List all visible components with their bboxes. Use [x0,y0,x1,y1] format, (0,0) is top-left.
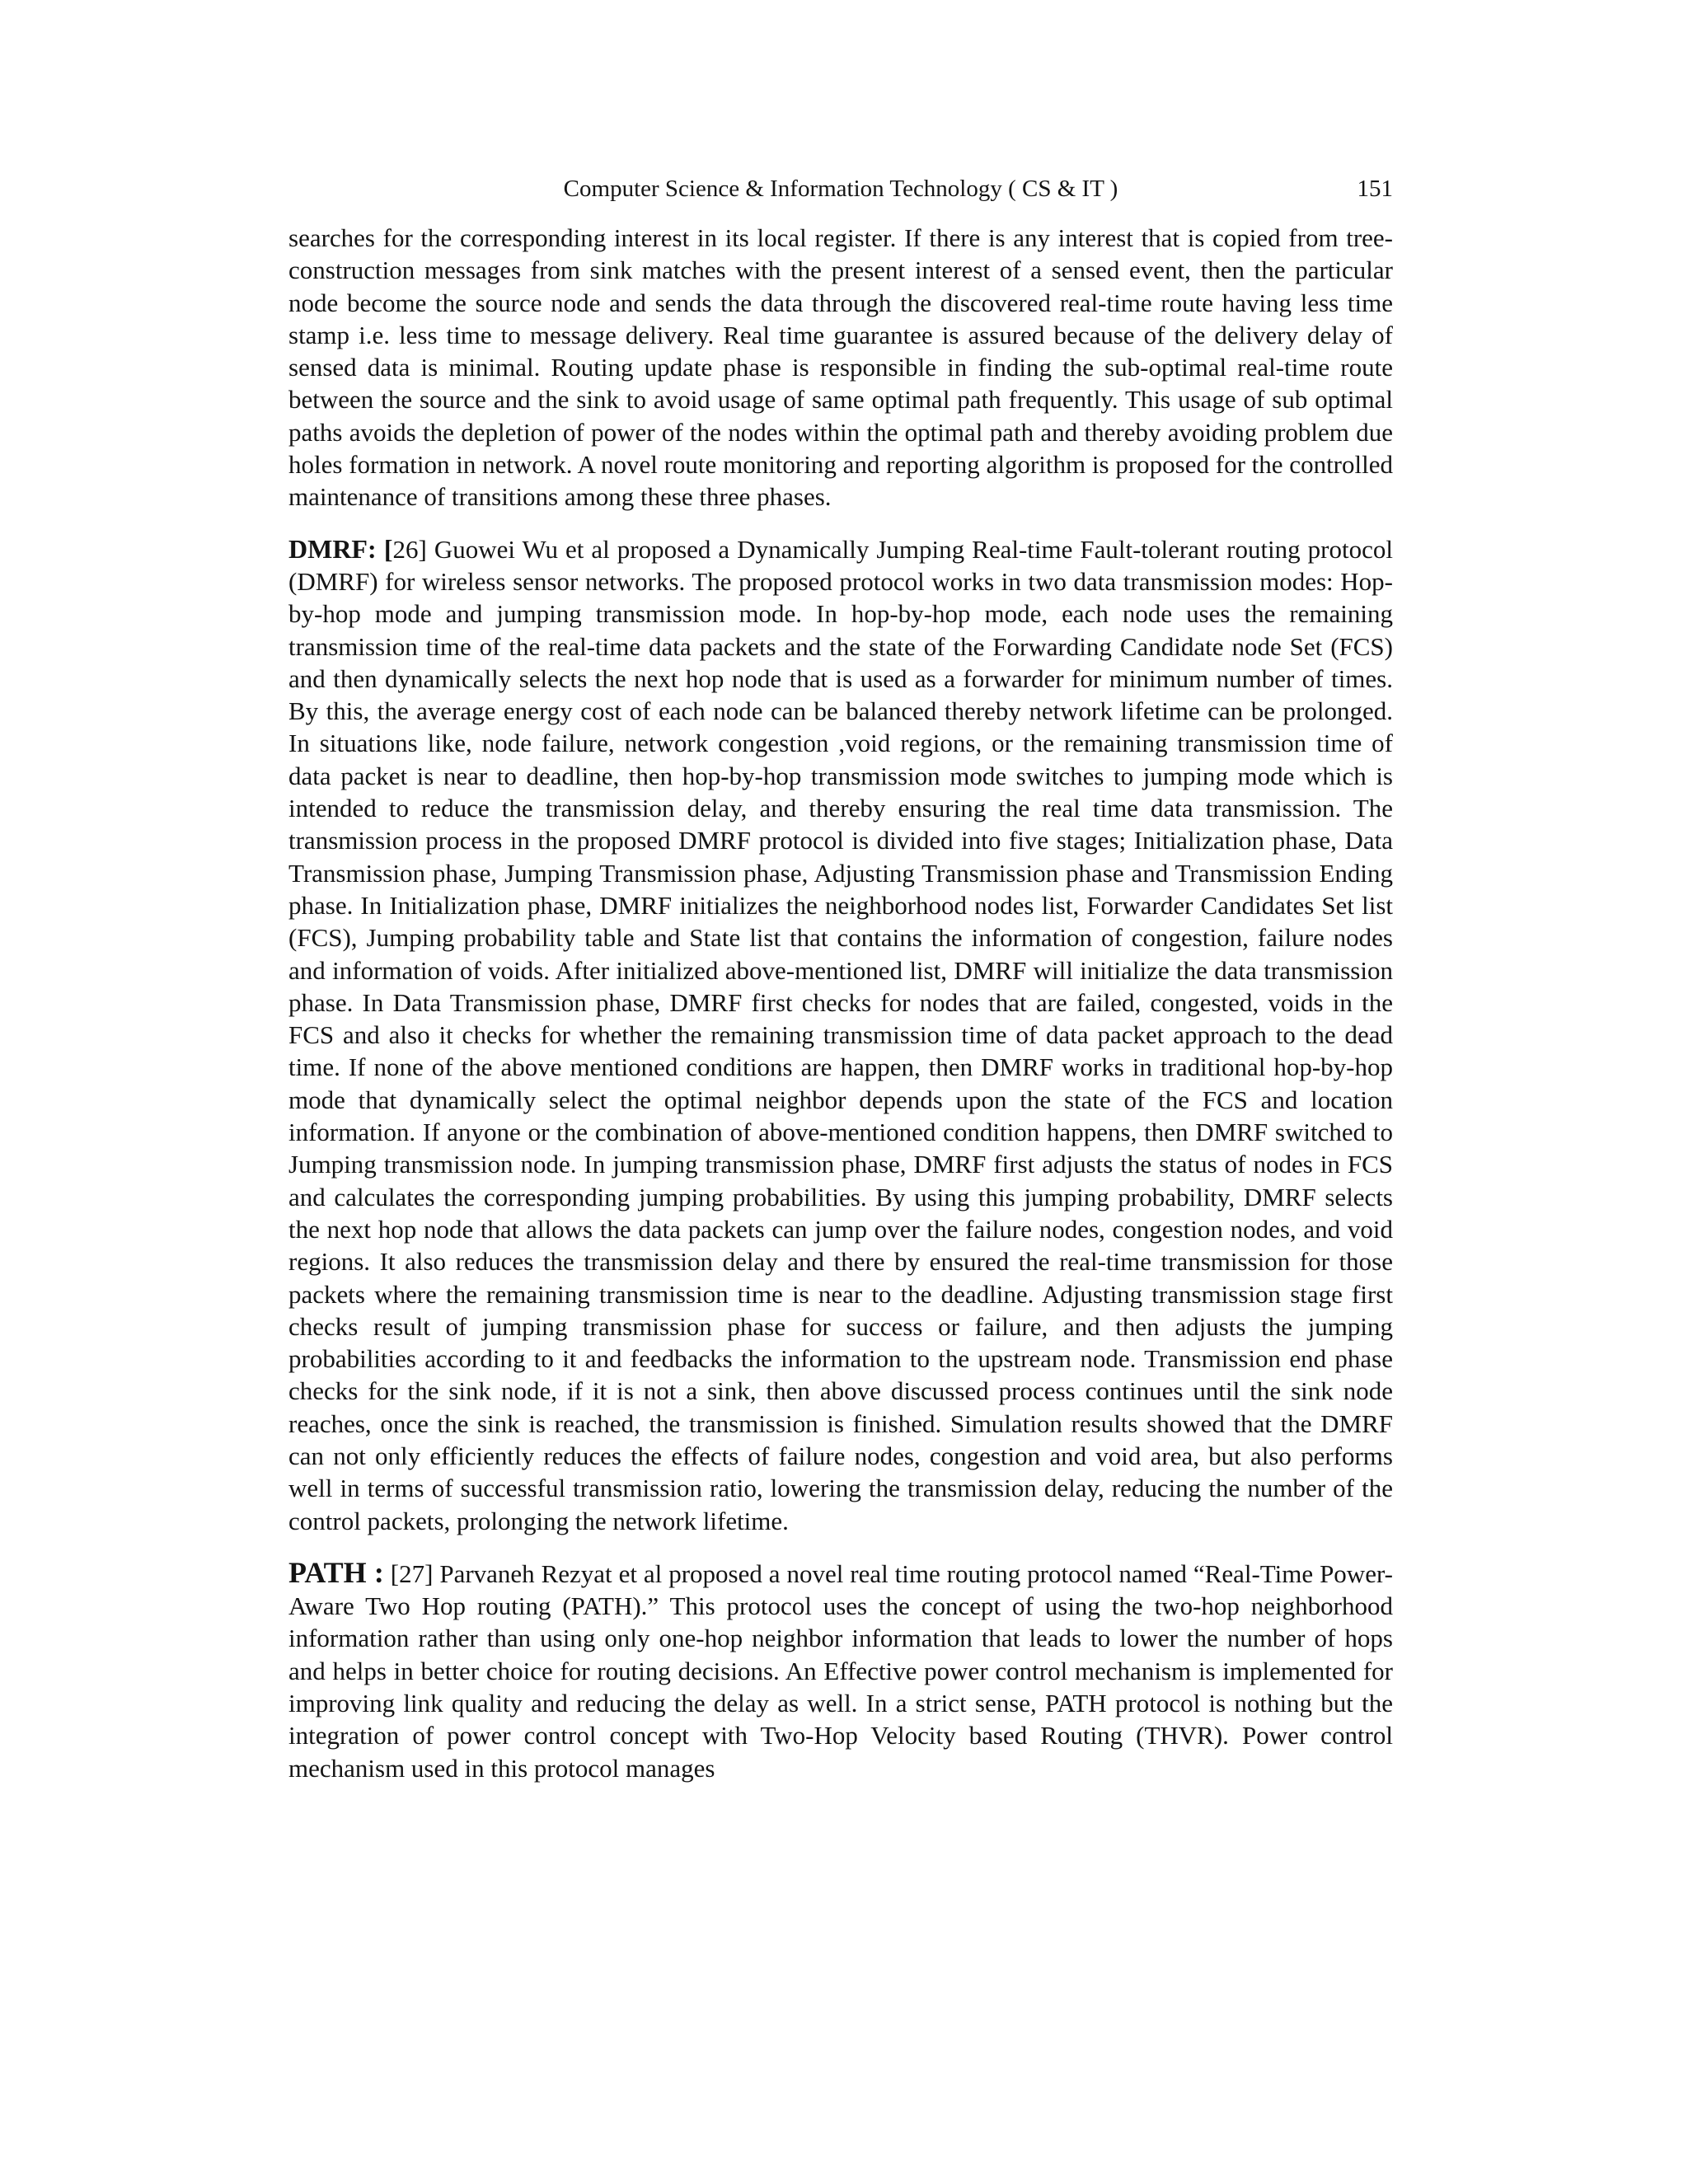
running-header [288,169,1393,209]
paragraph-text: searches for the corresponding interest in its local register. If there is any interest that is copied from tree-construction messages from sink matches with the present interest of a sensed event, then the particular node become the source node and sends the data through the discovered real-time route having less time stamp i.e. less time to message delivery. Real time guarantee is assured because of the delivery delay of sensed data is minimal. Routing update phase is responsible in finding the sub-optimal real-time route between the source and the sink to avoid usage of same optimal path frequently. This usage of sub optimal paths avoids the depletion of power of the nodes within the optimal path and thereby avoiding problem due holes formation in network. A novel route monitoring and reporting algorithm is proposed for the controlled maintenance of transitions among these three phases. [288,223,1393,512]
paragraph-continuation [288,222,1393,513]
path-run-in-heading: PATH : [288,1555,384,1589]
body-text [288,222,1393,1784]
document-page [288,169,1393,1804]
paragraph-dmrf [288,533,1393,1537]
page-number: 151 [1357,176,1393,202]
header-title: Computer Science & Information Technology ( CS & IT ) [563,176,1118,202]
paragraph-text: 26] Guowei Wu et al proposed a Dynamically Jumping Real-time Fault-tolerant routing protocol (DMRF) for wireless sensor networks. The proposed protocol works in two data transmission modes: Hop-by-hop mode and jumping transmission mode. In hop-by-hop mode, each node uses the remaining transmission time of the real-time data packets and the state of the Forwarding Candidate node Set (FCS) and then dynamically selects the next hop node that is used as a forwarder for minimum number of times. By this, the average energy cost of each node can be balanced thereby network lifetime can be prolonged. In situations like, node failure, network congestion ,void regions, or the remaining transmission time of data packet is near to deadline, then hop-by-hop transmission mode switches to jumping mode which is intended to reduce the transmission delay, and thereby ensuring the real time data transmission. The transmission process in the proposed DMRF protocol is divided into five stages; Initialization phase, Data Transmission phase, Jumping Transmission phase, Adjusting Transmission phase and Transmission Ending phase. In Initialization phase, DMRF initializes the neighborhood nodes list, Forwarder Candidates Set list (FCS), Jumping probability table and State list that contains the information of congestion, failure nodes and information of voids. After initialized above-mentioned list, DMRF will initialize the data transmission phase. In Data Transmission phase, DMRF first checks for nodes that are failed, congested, voids in the FCS and also it checks for whether the remaining transmission time of data packet approach to the dead time. If none of the above mentioned conditions are happen, then DMRF works in traditional hop-by-hop mode that dynamically select the optimal neighbor depends upon the state of the FCS and location information. If anyone or the combination of above-mentioned condition happens, then DMRF switched to Jumping transmission node. In jumping transmission phase, DMRF first adjusts the status of nodes in FCS and calculates the corresponding jumping probabilities. By using this jumping probability, DMRF selects the next hop node that allows the data packets can jump over the failure nodes, congestion nodes, and void regions. It also reduces the transmission delay and there by ensured the real-time transmission for those packets where the remaining transmission time is near to the deadline. Adjusting transmission stage first checks result of jumping transmission phase for success or failure, and then adjusts the jumping probabilities according to it and feedbacks the information to the upstream node. Transmission end phase checks for the sink node, if it is not a sink, then above discussed process continues until the sink node reaches, once the sink is reached, the transmission is finished. Simulation results showed that the DMRF can not only efficiently reduces the effects of failure nodes, congestion and void area, but also performs well in terms of successful transmission ratio, lowering the transmission delay, reducing the number of the control packets, prolonging the network lifetime. [288,534,1393,1535]
dmrf-run-in-heading: DMRF: [ [288,533,393,564]
paragraph-text: [27] Parvaneh Rezyat et al proposed a novel real time routing protocol named “Real-Time Power-Aware Two Hop routing (PATH).” This protocol uses the concept of using the two-hop neighborhood information rather than using only one-hop neighbor information that leads to lower the number of hops and helps in better choice for routing decisions. An Effective power control mechanism is implemented for improving link quality and reducing the delay as well. In a strict sense, PATH protocol is nothing but the integration of power control concept with Two-Hop Velocity based Routing (THVR). Power control mechanism used in this protocol manages [288,1558,1393,1783]
paragraph-path [288,1557,1393,1784]
